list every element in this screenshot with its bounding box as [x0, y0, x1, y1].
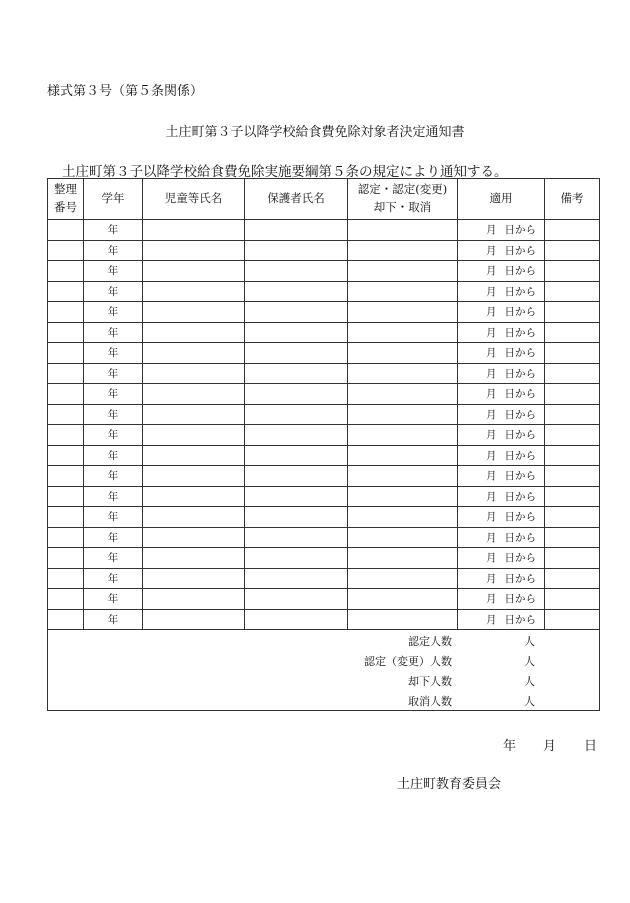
cell-grade[interactable]: 年 [84, 384, 143, 405]
cell-number[interactable] [48, 425, 84, 446]
cell-number[interactable] [48, 404, 84, 425]
cell-child-name[interactable] [143, 302, 245, 323]
table-row [48, 425, 600, 446]
summary-label: 却下人数 [408, 675, 452, 688]
table-header-row [48, 179, 600, 220]
table-row [48, 343, 600, 364]
apply-month: 月 [486, 552, 497, 565]
cell-apply[interactable] [458, 609, 545, 630]
cell-decision[interactable] [348, 445, 458, 466]
cell-decision[interactable] [348, 589, 458, 610]
cell-remarks[interactable] [545, 609, 600, 630]
cell-number[interactable] [48, 548, 84, 569]
cell-apply[interactable] [458, 568, 545, 589]
cell-number[interactable] [48, 281, 84, 302]
summary-cell [48, 630, 600, 711]
apply-from: 日から [504, 388, 536, 401]
cell-grade[interactable]: 年 [84, 507, 143, 528]
cell-apply[interactable] [458, 466, 545, 487]
header-grade: 学年 [84, 179, 143, 220]
cell-decision[interactable] [348, 384, 458, 405]
apply-month: 月 [486, 449, 497, 462]
cell-guardian-name[interactable] [245, 609, 348, 630]
cell-decision[interactable] [348, 486, 458, 507]
cell-child-name[interactable] [143, 363, 245, 384]
cell-remarks[interactable] [545, 384, 600, 405]
table-row [48, 548, 600, 569]
cell-remarks[interactable] [545, 548, 600, 569]
cell-remarks[interactable] [545, 404, 600, 425]
cell-grade[interactable]: 年 [84, 302, 143, 323]
cell-guardian-name[interactable] [245, 240, 348, 261]
cell-guardian-name[interactable] [245, 548, 348, 569]
table-row [48, 486, 600, 507]
cell-guardian-name[interactable] [245, 507, 348, 528]
apply-month: 月 [486, 326, 497, 339]
cell-grade[interactable]: 年 [84, 466, 143, 487]
cell-child-name[interactable] [143, 343, 245, 364]
summary-label: 認定人数 [408, 635, 452, 648]
cell-child-name[interactable] [143, 261, 245, 282]
header-apply: 適用 [458, 179, 545, 220]
apply-from: 日から [504, 511, 536, 524]
summary-label: 認定（変更）人数 [364, 655, 452, 668]
cell-remarks[interactable] [545, 589, 600, 610]
cell-grade[interactable]: 年 [84, 322, 143, 343]
apply-from: 日から [504, 490, 536, 503]
summary-label: 取消人数 [408, 695, 452, 708]
summary-unit: 人 [524, 675, 535, 688]
cell-number[interactable] [48, 445, 84, 466]
apply-from: 日から [504, 347, 536, 360]
cell-decision[interactable] [348, 281, 458, 302]
cell-number[interactable] [48, 466, 84, 487]
apply-from: 日から [504, 552, 536, 565]
apply-from: 日から [504, 593, 536, 606]
cell-decision[interactable] [348, 466, 458, 487]
cell-child-name[interactable] [143, 322, 245, 343]
cell-child-name[interactable] [143, 507, 245, 528]
cell-guardian-name[interactable] [245, 261, 348, 282]
cell-apply[interactable] [458, 404, 545, 425]
cell-decision[interactable] [348, 302, 458, 323]
cell-decision[interactable] [348, 527, 458, 548]
summary-approved [48, 633, 599, 651]
cell-decision[interactable] [348, 548, 458, 569]
cell-guardian-name[interactable] [245, 322, 348, 343]
cell-grade[interactable]: 年 [84, 240, 143, 261]
apply-from: 日から [504, 572, 536, 585]
cell-remarks[interactable] [545, 507, 600, 528]
apply-from: 日から [504, 408, 536, 421]
apply-month: 月 [486, 285, 497, 298]
cell-guardian-name[interactable] [245, 425, 348, 446]
apply-month: 月 [486, 511, 497, 524]
cell-apply[interactable] [458, 240, 545, 261]
cell-grade[interactable]: 年 [84, 220, 143, 241]
cell-child-name[interactable] [143, 220, 245, 241]
table-row [48, 589, 600, 610]
cell-number[interactable] [48, 527, 84, 548]
cell-number[interactable] [48, 322, 84, 343]
cell-apply[interactable] [458, 425, 545, 446]
cell-apply[interactable] [458, 445, 545, 466]
cell-number[interactable] [48, 486, 84, 507]
cell-child-name[interactable] [143, 281, 245, 302]
header-guardian-name: 保護者氏名 [245, 179, 348, 220]
table-row [48, 445, 600, 466]
cell-decision[interactable] [348, 343, 458, 364]
cell-remarks[interactable] [545, 466, 600, 487]
cell-remarks[interactable] [545, 220, 600, 241]
cell-number[interactable] [48, 363, 84, 384]
apply-from: 日から [504, 531, 536, 544]
cell-decision[interactable] [348, 322, 458, 343]
cell-grade[interactable]: 年 [84, 425, 143, 446]
cell-child-name[interactable] [143, 445, 245, 466]
cell-remarks[interactable] [545, 322, 600, 343]
cell-apply[interactable] [458, 589, 545, 610]
table-row [48, 281, 600, 302]
apply-from: 日から [504, 244, 536, 257]
apply-month: 月 [486, 613, 497, 626]
cell-grade[interactable]: 年 [84, 486, 143, 507]
cell-guardian-name[interactable] [245, 302, 348, 323]
summary-unit: 人 [524, 695, 535, 708]
table-row [48, 404, 600, 425]
document-title: 土庄町第３子以降学校給食費免除対象者決定通知書 [165, 125, 465, 140]
apply-month: 月 [486, 224, 497, 237]
cell-guardian-name[interactable] [245, 527, 348, 548]
cell-child-name[interactable] [143, 589, 245, 610]
cell-number[interactable] [48, 240, 84, 261]
form-number: 様式第３号（第５条関係） [47, 84, 204, 99]
cell-guardian-name[interactable] [245, 589, 348, 610]
apply-month: 月 [486, 429, 497, 442]
cell-guardian-name[interactable] [245, 343, 348, 364]
intro-text: 土庄町第３子以降学校給食費免除実施要綱第５条の規定により通知する。 [62, 164, 508, 180]
apply-month: 月 [486, 531, 497, 544]
header-decision-line2: 却下・取消 [373, 200, 432, 214]
cell-child-name[interactable] [143, 466, 245, 487]
apply-from: 日から [504, 429, 536, 442]
cell-number[interactable] [48, 589, 84, 610]
cell-apply[interactable] [458, 281, 545, 302]
table-row [48, 363, 600, 384]
cell-guardian-name[interactable] [245, 466, 348, 487]
cell-remarks[interactable] [545, 281, 600, 302]
cell-apply[interactable] [458, 220, 545, 241]
header-number-line2: 番号 [54, 200, 77, 214]
apply-month: 月 [486, 347, 497, 360]
cell-apply[interactable] [458, 548, 545, 569]
apply-month: 月 [486, 306, 497, 319]
cell-child-name[interactable] [143, 486, 245, 507]
decision-table [47, 178, 600, 711]
cell-grade[interactable]: 年 [84, 568, 143, 589]
cell-child-name[interactable] [143, 425, 245, 446]
cell-number[interactable] [48, 507, 84, 528]
apply-from: 日から [504, 470, 536, 483]
cell-grade[interactable]: 年 [84, 404, 143, 425]
cell-guardian-name[interactable] [245, 281, 348, 302]
apply-from: 日から [504, 613, 536, 626]
cell-apply[interactable] [458, 343, 545, 364]
cell-number[interactable] [48, 384, 84, 405]
cell-child-name[interactable] [143, 404, 245, 425]
cell-decision[interactable] [348, 425, 458, 446]
cell-decision[interactable] [348, 240, 458, 261]
table-row [48, 302, 600, 323]
cell-decision[interactable] [348, 568, 458, 589]
cell-remarks[interactable] [545, 302, 600, 323]
apply-from: 日から [504, 367, 536, 380]
summary-approved-change [48, 653, 599, 671]
table-row [48, 220, 600, 241]
cell-remarks[interactable] [545, 363, 600, 384]
cell-child-name[interactable] [143, 568, 245, 589]
issuer: 土庄町教育委員会 [397, 777, 502, 792]
cell-grade[interactable]: 年 [84, 261, 143, 282]
cell-apply[interactable] [458, 261, 545, 282]
summary-row [48, 630, 600, 711]
cell-grade[interactable]: 年 [84, 363, 143, 384]
cell-apply[interactable] [458, 507, 545, 528]
cell-number[interactable] [48, 609, 84, 630]
cell-decision[interactable] [348, 220, 458, 241]
table-row [48, 466, 600, 487]
date-year: 年 [503, 739, 517, 754]
cell-apply[interactable] [458, 527, 545, 548]
cell-remarks[interactable] [545, 486, 600, 507]
cell-apply[interactable] [458, 384, 545, 405]
table-row [48, 384, 600, 405]
apply-from: 日から [504, 285, 536, 298]
table-row [48, 568, 600, 589]
cell-remarks[interactable] [545, 527, 600, 548]
header-decision [348, 179, 458, 220]
cell-number[interactable] [48, 343, 84, 364]
apply-month: 月 [486, 572, 497, 585]
apply-from: 日から [504, 306, 536, 319]
date-day: 日 [584, 739, 598, 754]
apply-month: 月 [486, 408, 497, 421]
cell-remarks[interactable] [545, 261, 600, 282]
cell-grade[interactable]: 年 [84, 548, 143, 569]
table-row [48, 609, 600, 630]
cell-decision[interactable] [348, 404, 458, 425]
cell-child-name[interactable] [143, 609, 245, 630]
cell-remarks[interactable] [545, 445, 600, 466]
summary-cancelled [48, 693, 599, 711]
cell-child-name[interactable] [143, 240, 245, 261]
apply-month: 月 [486, 470, 497, 483]
apply-month: 月 [486, 265, 497, 278]
cell-child-name[interactable] [143, 527, 245, 548]
summary-rejected [48, 673, 599, 691]
cell-guardian-name[interactable] [245, 486, 348, 507]
header-number [48, 179, 84, 220]
cell-guardian-name[interactable] [245, 445, 348, 466]
cell-grade[interactable]: 年 [84, 527, 143, 548]
apply-from: 日から [504, 224, 536, 237]
apply-from: 日から [504, 449, 536, 462]
apply-from: 日から [504, 326, 536, 339]
cell-grade[interactable]: 年 [84, 343, 143, 364]
cell-guardian-name[interactable] [245, 568, 348, 589]
cell-decision[interactable] [348, 261, 458, 282]
header-decision-line1: 認定・認定(変更) [357, 182, 448, 197]
date-month: 月 [543, 739, 557, 754]
cell-remarks[interactable] [545, 568, 600, 589]
cell-apply[interactable] [458, 302, 545, 323]
cell-guardian-name[interactable] [245, 220, 348, 241]
cell-number[interactable] [48, 568, 84, 589]
apply-month: 月 [486, 490, 497, 503]
summary-unit: 人 [524, 635, 535, 648]
cell-grade[interactable]: 年 [84, 609, 143, 630]
table-row [48, 240, 600, 261]
cell-apply[interactable] [458, 363, 545, 384]
cell-number[interactable] [48, 220, 84, 241]
cell-grade[interactable]: 年 [84, 445, 143, 466]
cell-grade[interactable]: 年 [84, 589, 143, 610]
cell-decision[interactable] [348, 507, 458, 528]
cell-child-name[interactable] [143, 548, 245, 569]
table-row [48, 507, 600, 528]
cell-apply[interactable] [458, 322, 545, 343]
cell-decision[interactable] [348, 363, 458, 384]
cell-guardian-name[interactable] [245, 363, 348, 384]
summary-unit: 人 [524, 655, 535, 668]
table-row [48, 322, 600, 343]
apply-from: 日から [504, 265, 536, 278]
cell-apply[interactable] [458, 486, 545, 507]
cell-decision[interactable] [348, 609, 458, 630]
apply-month: 月 [486, 593, 497, 606]
cell-remarks[interactable] [545, 425, 600, 446]
table-row [48, 527, 600, 548]
cell-number[interactable] [48, 261, 84, 282]
cell-child-name[interactable] [143, 384, 245, 405]
header-number-line1: 整理 [54, 182, 77, 197]
header-remarks: 備考 [545, 179, 600, 220]
cell-guardian-name[interactable] [245, 384, 348, 405]
apply-month: 月 [486, 244, 497, 257]
apply-month: 月 [486, 367, 497, 380]
cell-remarks[interactable] [545, 343, 600, 364]
cell-grade[interactable]: 年 [84, 281, 143, 302]
table-row [48, 261, 600, 282]
header-child-name: 児童等氏名 [143, 179, 245, 220]
cell-remarks[interactable] [545, 240, 600, 261]
cell-number[interactable] [48, 302, 84, 323]
cell-guardian-name[interactable] [245, 404, 348, 425]
apply-month: 月 [486, 388, 497, 401]
